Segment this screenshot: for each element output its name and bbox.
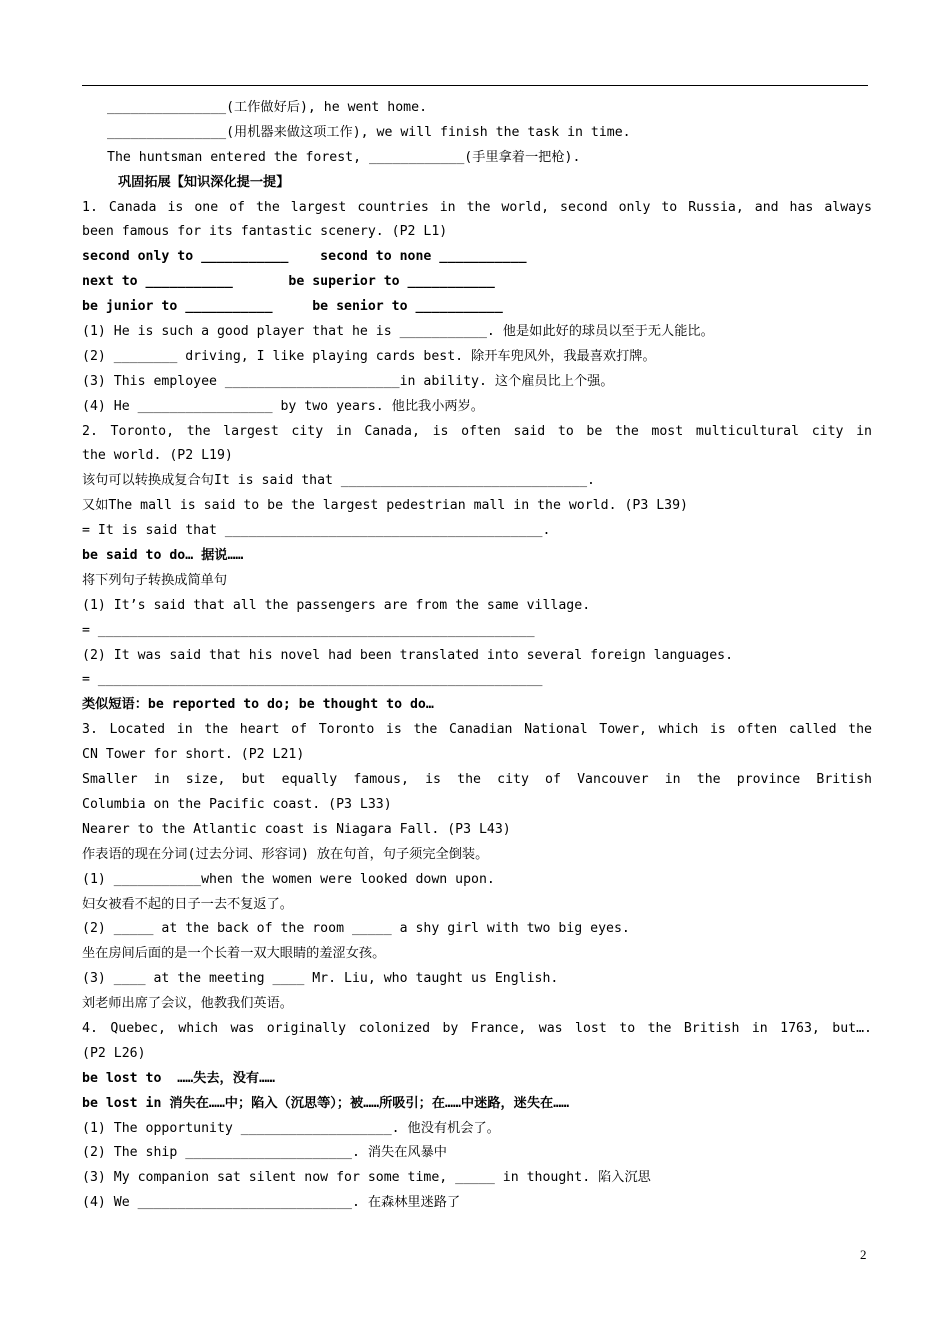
text-line: Smaller in size, but equally famous, is the city of Vancouver in the province British <box>82 772 872 788</box>
text-line: 将下列句子转换成简单句 <box>82 572 228 588</box>
text-line: (1) ___________when the women were looked down upon. <box>82 871 495 887</box>
text-line: (3) My companion sat silent now for some time, _____ in thought. 陷入沉思 <box>82 1170 651 1186</box>
text-line: (2) _____ at the back of the room _____ a shy girl with two big eyes. <box>82 921 630 937</box>
text-line: (3) This employee ______________________in ability. 这个雇员比上个强。 <box>82 373 614 389</box>
text-line: 1. Canada is one of the largest countries in the world, second only to Russia, and has always <box>82 199 872 215</box>
text-line: 4. Quebec, which was originally colonized by France, was lost to the British in 1763, but…. <box>82 1020 872 1036</box>
header-rule <box>82 85 868 86</box>
text-line: (P2 L26) <box>82 1045 146 1061</box>
section-heading: 巩固拓展【知识深化提一提】 <box>118 174 290 190</box>
text-line: 该句可以转换成复合句It is said that _______________________________. <box>82 473 595 489</box>
text-line: be said to do… 据说…… <box>82 548 244 564</box>
text-line: = ________________________________________________________ <box>82 672 543 688</box>
text-line: 妇女被看不起的日子一去不复返了。 <box>82 896 293 912</box>
text-line: second only to ___________ second to none ___________ <box>82 249 527 265</box>
text-line: (2) It was said that his novel had been translated into several foreign languages. <box>82 647 734 663</box>
text-line: be lost to ……失去，没有…… <box>82 1070 275 1086</box>
text-line: (1) The opportunity ___________________. 他没有机会了。 <box>82 1120 500 1136</box>
text-line: 刘老师出席了会议，他教我们英语。 <box>82 996 293 1012</box>
text-line: = _______________________________________________________ <box>82 622 535 638</box>
text-line: been famous for its fantastic scenery. (P2 L1) <box>82 224 448 240</box>
text-line: 类似短语：be reported to do; be thought to do… <box>82 697 434 713</box>
text-line: (1) He is such a good player that he is ___________. 他是如此好的球员以至于无人能比。 <box>82 324 714 340</box>
text-line: 作表语的现在分词(过去分词、形容词) 放在句首，句子须完全倒装。 <box>82 846 489 862</box>
text-line: The huntsman entered the forest, ____________(手里拿着一把枪). <box>107 149 581 165</box>
text-line: the world. (P2 L19) <box>82 448 233 464</box>
text-line: 3. Located in the heart of Toronto is the Canadian National Tower, which is often called the <box>82 722 872 738</box>
text-line: = It is said that ________________________________________. <box>82 523 551 539</box>
text-line: 又如The mall is said to be the largest pedestrian mall in the world. (P3 L39) <box>82 498 688 514</box>
text-line: be lost in 消失在……中；陷入（沉思等）；被……所吸引；在……中迷路，迷失在…… <box>82 1095 570 1111</box>
text-line: (3) ____ at the meeting ____ Mr. Liu, who taught us English. <box>82 971 559 987</box>
text-line: CN Tower for short. (P2 L21) <box>82 747 305 763</box>
text-line: 2. Toronto, the largest city in Canada, is often said to be the most multicultural city in <box>82 423 872 439</box>
text-line: Nearer to the Atlantic coast is Niagara Fall. (P3 L43) <box>82 821 511 837</box>
text-line: (1) It’s said that all the passengers are from the same village. <box>82 597 591 613</box>
text-line: next to ___________ be superior to ___________ <box>82 274 495 290</box>
text-line: be junior to ___________ be senior to ___________ <box>82 299 503 315</box>
text-line: (2) The ship _____________________. 消失在风暴中 <box>82 1145 447 1161</box>
document-body <box>82 96 872 1216</box>
text-line: (4) We ___________________________. 在森林里迷路了 <box>82 1195 461 1211</box>
page-number: 2 <box>860 1247 867 1262</box>
text-line: _______________(工作做好后), he went home. <box>107 100 428 115</box>
text-line: 坐在房间后面的是一个长着一双大眼睛的羞涩女孩。 <box>82 946 386 962</box>
text-line: _______________(用机器来做这项工作), we will finish the task in time. <box>107 124 631 140</box>
text-line: (4) He _________________ by two years. 他比我小两岁。 <box>82 398 484 414</box>
text-line: (2) ________ driving, I like playing cards best. 除开车兜风外，我最喜欢打牌。 <box>82 348 656 364</box>
text-line: Columbia on the Pacific coast. (P3 L33) <box>82 796 392 812</box>
